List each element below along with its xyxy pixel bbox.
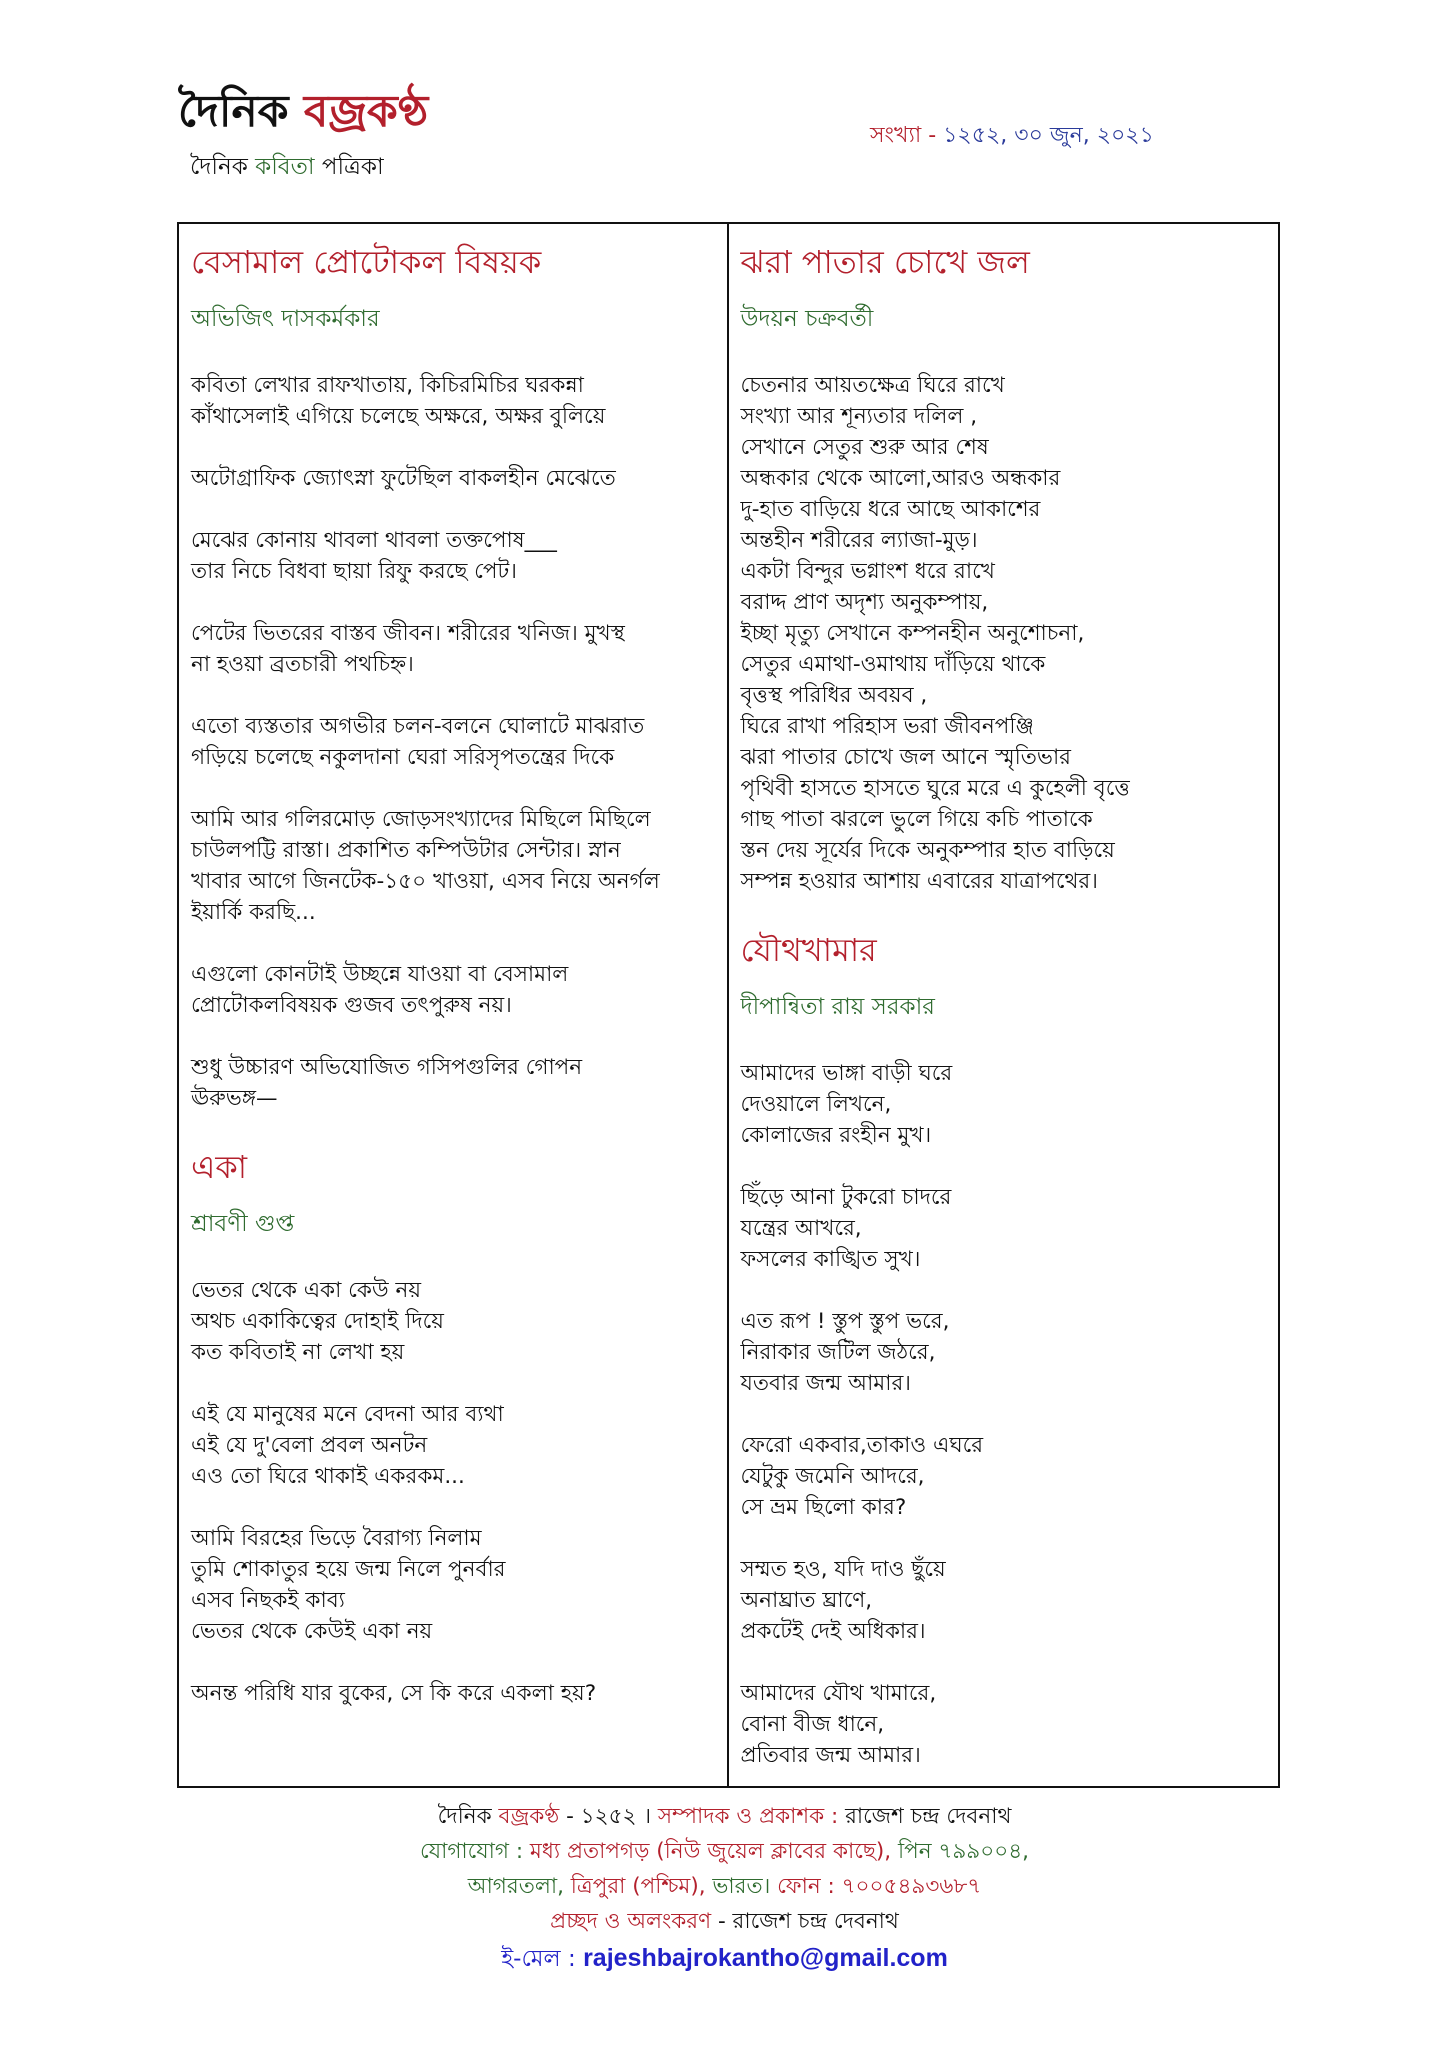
footer-text: আগরতলা, <box>467 1874 571 1899</box>
poem-line: অন্তহীন শরীরের ল্যাজা-মুড়। <box>740 528 978 553</box>
poem-line: প্রতিবার জন্ম আমার। <box>740 1743 921 1768</box>
footer-text: ত্রিপুরা (পশ্চিম), <box>570 1874 713 1899</box>
stanza <box>191 1523 717 1647</box>
poem-line: স্তন দেয় সূর্যের দিকে অনুকম্পার হাত বাড়িয়ে <box>740 838 1115 863</box>
poem-line: পৃথিবী হাসতে হাসতে ঘুরে মরে এ কুহেলী বৃত্তে <box>740 776 1130 801</box>
poem-line: বরাদ্দ প্রাণ অদৃশ্য অনুকম্পায়, <box>740 590 989 615</box>
poem-line: না হওয়া ব্রতচারী পথচিহ্ন। <box>191 652 414 677</box>
poem-line: অটোগ্রাফিক জ্যোৎস্না ফুটেছিল বাকলহীন মেঝেতে <box>191 466 616 491</box>
poem-line: গাছ পাতা ঝরলে ভুলে গিয়ে কচি পাতাকে <box>740 807 1093 832</box>
poem-line: এই যে মানুষের মনে বেদনা আর ব্যথা <box>191 1402 504 1427</box>
stanza <box>191 525 717 587</box>
poem-line: আমাদের ভাঙ্গা বাড়ী ঘরে <box>740 1061 953 1086</box>
poem-line: সংখ্যা আর শূন্যতার দলিল , <box>740 404 978 429</box>
poem-line: সম্মত হও, যদি দাও ছুঁয়ে <box>740 1557 946 1582</box>
stanza <box>741 1182 1269 1275</box>
poem-line: এই যে দু'বেলা প্রবল অনটন <box>191 1433 428 1458</box>
poem-line: পেটের ভিতরের বাস্তব জীবন। শরীরের খনিজ। মুখস্থ <box>191 621 625 646</box>
poem-title: যৌথখামার <box>740 931 877 969</box>
poem-line: যেটুকু জমেনি আদরে, <box>740 1464 925 1489</box>
stanza <box>191 1399 717 1492</box>
tagline-part1: দৈনিক <box>190 154 256 181</box>
footer-line-cover <box>0 1905 1449 1941</box>
poem-jhora-patar <box>741 240 1269 897</box>
stanza <box>191 804 717 928</box>
stanza <box>741 1678 1269 1771</box>
poem-line: মেঝের কোনায় থাবলা থাবলা তক্তপোষ___ <box>191 528 557 553</box>
poem-line: কাঁথাসেলাই এগিয়ে চলেছে অক্ষরে, অক্ষর বুলিয়ে <box>191 404 606 429</box>
poem-line: দেওয়ালে লিখনে, <box>740 1092 892 1117</box>
poem-line: গড়িয়ে চলেছে নকুলদানা ঘেরা সরিসৃপতন্ত্রের দিকে <box>191 745 615 770</box>
newspaper-name <box>178 88 428 136</box>
poem-line: সেতুর এমাথা-ওমাথায় দাঁড়িয়ে থাকে <box>740 652 1046 677</box>
email-link[interactable]: rajeshbajrokantho@gmail.com <box>583 1944 948 1972</box>
poem-title: বেসামাল প্রোটোকল বিষয়ক <box>191 243 542 281</box>
stanza <box>191 711 717 773</box>
masthead <box>178 88 428 187</box>
poem-body <box>741 370 1269 897</box>
poem-line: এতো ব্যস্ততার অগভীর চলন-বলনে ঘোলাটে মাঝরাত <box>191 714 645 739</box>
poem-author: শ্রাবণী গুপ্ত <box>191 1211 295 1237</box>
poem-title: একা <box>191 1148 248 1186</box>
footer-text: প্রচ্ছদ ও অলংকরণ <box>550 1909 712 1934</box>
poem-line: যতবার জন্ম আমার। <box>740 1371 911 1396</box>
footer-text: - ১২৫২ । <box>559 1804 658 1829</box>
footer-text: ভারত। <box>712 1874 778 1899</box>
stanza <box>191 1678 717 1709</box>
poem-line: অনাঘ্রাত ঘ্রাণে, <box>740 1588 873 1613</box>
poem-line: ভেতর থেকে একা কেউ নয় <box>191 1278 422 1303</box>
footer-text: পিন ৭৯৯০০৪, <box>897 1839 1029 1864</box>
poem-line: ফসলের কাঙ্খিত সুখ। <box>740 1247 921 1272</box>
poem-line: আমি আর গলিরমোড় জোড়সংখ্যাদের মিছিলে মিছিলে <box>191 807 651 832</box>
stanza <box>741 1306 1269 1399</box>
tagline <box>190 148 428 187</box>
footer-line-address <box>0 1870 1449 1906</box>
poem-line: সে ভ্রম ছিলো কার? <box>740 1495 907 1520</box>
poem-line: আমাদের যৌথ খামারে, <box>740 1681 937 1706</box>
stanza <box>191 618 717 680</box>
stanza <box>741 370 1269 897</box>
footer-text: বজ্রকণ্ঠ <box>498 1804 560 1829</box>
poem-title: ঝরা পাতার চোখে জল <box>740 243 1030 281</box>
poem-line: কোলাজের রংহীন মুখ। <box>740 1123 932 1148</box>
poem-line: এগুলো কোনটাই উচ্ছন্নে যাওয়া বা বেসামাল <box>191 962 569 987</box>
poem-body <box>741 1058 1269 1771</box>
poem-line: চেতনার আয়তক্ষেত্র ঘিরে রাখে <box>740 373 1005 398</box>
stanza <box>191 1052 717 1114</box>
poem-line: এসব নিছকই কাব্য <box>191 1588 345 1613</box>
poem-author: দীপান্বিতা রায় সরকার <box>740 994 935 1020</box>
footer-text: যোগাযোগ : <box>419 1839 530 1864</box>
poem-line: শুধু উচ্চারণ অভিযোজিত গসিপগুলির গোপন <box>191 1055 583 1080</box>
poem-author: উদয়ন চক্রবর্তী <box>740 306 874 332</box>
poem-line: ঘিরে রাখা পরিহাস ভরা জীবনপঞ্জি <box>740 714 1034 739</box>
poem-line: খাবার আগে জিনটেক-১৫০ খাওয়া, এসব নিয়ে অনর্গল <box>191 869 660 894</box>
footer-text: মধ্য প্রতাপগড় (নিউ জুয়েল ক্লাবের কাছে), <box>529 1839 898 1864</box>
poem-eka <box>191 1145 717 1709</box>
poem-line: প্রকটেই দেই অধিকার। <box>740 1619 926 1644</box>
issue-value: ১২৫২, ৩০ জুন, ২০২১ <box>943 123 1154 148</box>
poem-line: অনন্ত পরিধি যার বুকের, সে কি করে একলা হয়? <box>191 1681 597 1706</box>
poem-line: দু-হাত বাড়িয়ে ধরে আছে আকাশের <box>740 497 1041 522</box>
poem-line: ভেতর থেকে কেউই একা নয় <box>191 1619 433 1644</box>
poem-line: বোনা বীজ ধানে, <box>740 1712 885 1737</box>
poem-line: কত কবিতাই না লেখা হয় <box>191 1340 405 1365</box>
poem-line: যন্ত্রের আখরে, <box>740 1216 862 1241</box>
poem-line: ঝরা পাতার চোখে জল আনে স্মৃতিভার <box>740 745 1072 770</box>
footer-line-publisher <box>0 1800 1449 1836</box>
poem-line: তার নিচে বিধবা ছায়া রিফু করছে পেট। <box>191 559 517 584</box>
poem-line: ছিঁড়ে আনা টুকরো চাদরে <box>740 1185 952 1210</box>
stanza <box>191 463 717 494</box>
stanza <box>191 370 717 432</box>
poem-line: নিরাকার জটিল জঠরে, <box>740 1340 936 1365</box>
footer-text: ফোন : ৭০০৫৪৯৩৬৮৭ <box>777 1874 982 1899</box>
poem-line: ফেরো একবার,তাকাও এঘরে <box>740 1433 984 1458</box>
footer-text: - রাজেশ চন্দ্র দেবনাথ <box>711 1909 899 1934</box>
footer-text: ই-মেল : <box>501 1946 584 1972</box>
poem-line: সেখানে সেতুর শুরু আর শেষ <box>740 435 989 460</box>
footer-line-email <box>0 1940 1449 1979</box>
poem-line: প্রোটোকলবিষয়ক গুজব তৎপুরুষ নয়। <box>191 993 512 1018</box>
poem-line: তুমি শোকাতুর হয়ে জন্ম নিলে পুনর্বার <box>191 1557 506 1582</box>
poem-line: আমি বিরহের ভিড়ে বৈরাগ্য নিলাম <box>191 1526 482 1551</box>
footer-line-contact <box>0 1835 1449 1871</box>
poem-line: ইয়ার্কি করছি... <box>191 900 316 925</box>
stanza <box>741 1058 1269 1151</box>
stanza <box>741 1430 1269 1523</box>
poem-line: একটা বিন্দুর ভগ্নাংশ ধরে রাখে <box>740 559 995 584</box>
poem-line: কবিতা লেখার রাফখাতায়, কিচিরমিচির ঘরকন্না <box>191 373 584 398</box>
poems-frame <box>177 222 1280 1788</box>
stanza <box>191 1275 717 1368</box>
poem-besamal <box>191 240 717 1114</box>
poem-line: চাউলপট্টি রাস্তা। প্রকাশিত কম্পিউটার সেন্টার। স্নান <box>191 838 621 863</box>
footer-text: সম্পাদক ও প্রকাশক : <box>657 1804 846 1829</box>
poem-line: অথচ একাকিত্বের দোহাই দিয়ে <box>191 1309 444 1334</box>
issue-info <box>870 118 1154 155</box>
stanza <box>741 1554 1269 1647</box>
poem-body <box>191 370 717 1114</box>
tagline-part2: কবিতা <box>255 154 315 181</box>
newspaper-name-part2: বজ্রকণ্ঠ <box>303 86 429 137</box>
poem-line: সম্পন্ন হওয়ার আশায় এবারের যাত্রাপথের। <box>740 869 1098 894</box>
newspaper-name-part1: দৈনিক <box>178 86 304 137</box>
poem-line: এও তো ঘিরে থাকাই একরকম... <box>191 1464 465 1489</box>
stanza <box>191 959 717 1021</box>
issue-label: সংখ্যা - <box>870 123 944 148</box>
poem-line: অন্ধকার থেকে আলো,আরও অন্ধকার <box>740 466 1061 491</box>
footer-text: রাজেশ চন্দ্র দেবনাথ <box>845 1804 1012 1829</box>
left-column <box>179 224 729 1786</box>
poem-body <box>191 1275 717 1709</box>
poem-jouthokhamar <box>741 928 1269 1771</box>
poem-line: ঊরুভঙ্গ— <box>191 1086 278 1111</box>
poem-line: ইচ্ছা মৃত্যু সেখানে কম্পনহীন অনুশোচনা, <box>740 621 1085 646</box>
right-column <box>729 224 1279 1786</box>
poem-line: বৃত্তস্থ পরিধির অবয়ব , <box>740 683 928 708</box>
poem-line: এত রূপ ! স্তুপ স্তুপ ভরে, <box>740 1309 950 1334</box>
poem-author: অভিজিৎ দাসকর্মকার <box>191 306 380 332</box>
tagline-part3: পত্রিকা <box>314 154 384 181</box>
footer-text: দৈনিক <box>437 1804 499 1829</box>
